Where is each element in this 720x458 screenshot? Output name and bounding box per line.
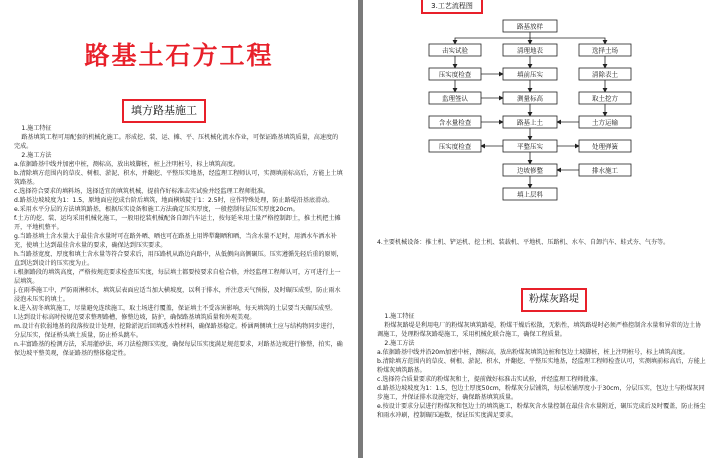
flow-node-label: 边坡修整 bbox=[517, 166, 543, 175]
paragraph: j.在雨季施工中，严防雨淋积水，填筑层表面应适当加大横坡度，以利于排水，并注意天气预报，及时碾压成型，防止雨水浸泡未压实的填土。 bbox=[14, 287, 341, 303]
paragraph: f.土方的挖、装、运均采用机械化施工，一般用挖装机械配备自卸汽车运土，按每延米用土量严格控制卸土，推土机把土摊开，平地机整平。 bbox=[14, 215, 341, 231]
flow-node-label: 清除表土 bbox=[592, 70, 618, 79]
flow-node-treat bbox=[579, 140, 631, 152]
flow-node-precompact bbox=[503, 68, 557, 80]
flow-node-roll bbox=[503, 140, 557, 152]
flow-node-label: 取土挖方 bbox=[592, 94, 618, 103]
paragraph: 2.施工方法 bbox=[21, 152, 52, 159]
paragraph: a.依据路基中线并加密中桩，测标高，放出坡脚桩，桩上注明桩号，标上填筑高度。 bbox=[14, 161, 240, 168]
flow-node-dig bbox=[579, 92, 631, 104]
paragraph: h.当路基宽度、厚度和填土含水量等符合要求后，用压路机从路边向路中，从低侧向高侧碾压。压实遵循先轻后重的原则，直到达到设计的压实度为止。 bbox=[14, 251, 343, 267]
flow-node-label: 测量标高 bbox=[517, 94, 543, 103]
flow-node-label: 填上层料 bbox=[517, 190, 543, 199]
flow-node-upper bbox=[503, 188, 557, 200]
flow-node-drain bbox=[579, 164, 631, 176]
document-page-left bbox=[0, 0, 358, 458]
paragraph: 1.施工特征 bbox=[21, 125, 52, 132]
machine-text bbox=[377, 238, 707, 247]
paragraph: c.选择符合要求的填料场，选择适宜的填筑机械，提前作好标准击实试验并经监理工程师批准。 bbox=[14, 188, 270, 195]
document-page-right bbox=[363, 0, 720, 458]
paragraph: i.根据路段的填筑高度，严格按规范要求检查压实度，每层填土都要按要求自检合格，并经监理工程师认可，方可进行上一层填筑。 bbox=[14, 269, 341, 285]
flow-node-label: 压实度检查 bbox=[438, 142, 472, 151]
flow-node-haul bbox=[579, 116, 631, 128]
flow-node-level bbox=[503, 92, 557, 104]
flow-node-label: 路基上土 bbox=[517, 118, 543, 127]
paragraph: d.路基边坡坡度为1：1.5，原地面应挖成台阶后填筑，地面横坡陡于1：2.5时，应作特殊处理，防止路堤沿基底滑动。 bbox=[14, 197, 334, 204]
body-text bbox=[377, 312, 707, 420]
flow-node-lay bbox=[503, 20, 557, 32]
paragraph: 路基填筑工程可用配套的机械化施工。形成挖、装、运、摊、平、压机械化流水作业，可保证路基填筑质量，高速度的完成。 bbox=[14, 134, 339, 150]
flow-node-water bbox=[429, 116, 481, 128]
section-heading: 粉煤灰路堤 bbox=[521, 288, 587, 312]
flow-node-clear bbox=[503, 44, 557, 56]
body-text bbox=[14, 124, 344, 358]
process-flowchart bbox=[393, 12, 693, 234]
page-title: 路基土石方工程 bbox=[84, 41, 274, 70]
flow-node-label: 排水施工 bbox=[592, 166, 618, 175]
paragraph: m.设计有软弱地基的段落按设计处理，挖除淤泥后回填透水性材料，确保路基稳定。桥涵两侧填土应与结构物同步进行，分层压实，保证桥头填土质量，防止桥头跳车。 bbox=[14, 323, 339, 339]
section-heading: 填方路基施工 bbox=[122, 99, 206, 123]
paragraph: b.清除填方范围内的草皮、树根、淤泥、积水，并翻挖、平整压实地基，经监理工程师认可，实测填前标高后，方能上土填筑路基。 bbox=[14, 170, 343, 186]
flow-node-compact bbox=[429, 68, 481, 80]
flow-node-label: 含水量检查 bbox=[438, 118, 472, 127]
flow-node-clean bbox=[579, 68, 631, 80]
flow-node-label: 监理签认 bbox=[442, 94, 468, 103]
paragraph: a.依据路基中线并沿20m加密中桩，测标高，放出粉煤灰填筑边桩和包边土坡脚桩，桩上注明桩号，标上填筑高度。 bbox=[377, 349, 689, 356]
paragraph: l.达到设计标高时按规范要求整理路槽，修整边坡，防护，确保路基填筑质量和外观美观。 bbox=[14, 314, 256, 321]
flow-node-borrow bbox=[579, 44, 631, 56]
flow-node-check bbox=[429, 140, 481, 152]
paragraph: 4.主要机械设备：推土机、铲运机、挖土机、装载机、平地机、压路机、水车、自卸汽车、蛙式夯、气夯等。 bbox=[377, 239, 670, 246]
flow-node-label: 平整压实 bbox=[517, 142, 543, 151]
flow-node-label: 选择土场 bbox=[592, 46, 618, 55]
flow-heading: 3.工艺流程图 bbox=[421, 0, 483, 14]
flow-node-fill bbox=[503, 116, 557, 128]
flow-node-label: 路基放样 bbox=[517, 22, 543, 31]
paragraph: 2.施工方法 bbox=[384, 340, 415, 347]
paragraph: g.当路基填土含水量大于最佳含水量时可在路外晒、晒也可在路基上用铧犁翻晒和晒，当含水量不足时，用洒水车洒水补充，使填土达到最佳含水量的要求，确保达到压实要求。 bbox=[14, 233, 337, 249]
paragraph: e.采用水平分层的方法填筑路基，根据压实设备和施工方法确定压实厚度，一般控制每层压实厚度20cm。 bbox=[14, 206, 299, 213]
paragraph: e.按设计要求分层进行粉煤灰和包边土的填筑施工，粉煤灰含水量控制在最佳含水量附近，碾压完成后及时覆盖，防止扬尘和雨水冲刷，控制碾压遍数，保证压实度满足要求。 bbox=[377, 403, 706, 419]
flow-node-slope bbox=[503, 164, 557, 176]
paragraph: 1.施工特征 bbox=[384, 313, 415, 320]
paragraph: b.清除填方范围内的草皮、树根、淤泥、积水，并翻挖、平整压实地基，经监理工程师检查认可，实测填前标高后，方能上粉煤灰填筑路基。 bbox=[377, 358, 706, 374]
flow-node-sign bbox=[429, 92, 481, 104]
paragraph: k.进入初冬填筑施工，尽量避免连续施工，取土场进行覆盖，保证填土不受冻害影响，每天填筑的土层要当天碾压成型。 bbox=[14, 305, 337, 312]
flow-node-label: 清理地表 bbox=[517, 46, 543, 55]
flow-node-label: 击实试验 bbox=[442, 46, 468, 55]
flow-node-label: 压实度检查 bbox=[438, 70, 472, 79]
paragraph: c.选择符合质量要求的粉煤灰和土，提前做好标准击实试验，并经监理工程师批准。 bbox=[377, 376, 602, 383]
paragraph: d.路基边坡坡度为1：1.5，包边土厚度50cm，粉煤灰分层铺筑，每层松铺厚度小于30cm，分层压实，包边土与粉煤灰同步施工，并保证排水设施完好，确保路基填筑质量。 bbox=[377, 385, 705, 401]
flow-node-label: 填前压实 bbox=[517, 70, 543, 79]
flow-node-test bbox=[429, 44, 481, 56]
flow-node-label: 处理弹簧 bbox=[592, 142, 618, 151]
flow-node-label: 土方运输 bbox=[592, 118, 618, 127]
paragraph: n.丰富路基的检测方法，采用灌砂法、环刀法检测压实度，确保每层压实度满足规范要求，对路基边坡进行修整，拍实，确保边坡平整美观，保证路基的整体稳定性。 bbox=[14, 341, 343, 357]
paragraph: 粉煤灰路堤是利用电厂的粉煤灰填筑路堤，粉煤干燥后松散，无粘性，填筑路堤时必须严格控制含水量和异常的边土协调施工，处理粉煤灰路堤施工，采用机械化联合施工，确保工程质量。 bbox=[377, 322, 702, 338]
